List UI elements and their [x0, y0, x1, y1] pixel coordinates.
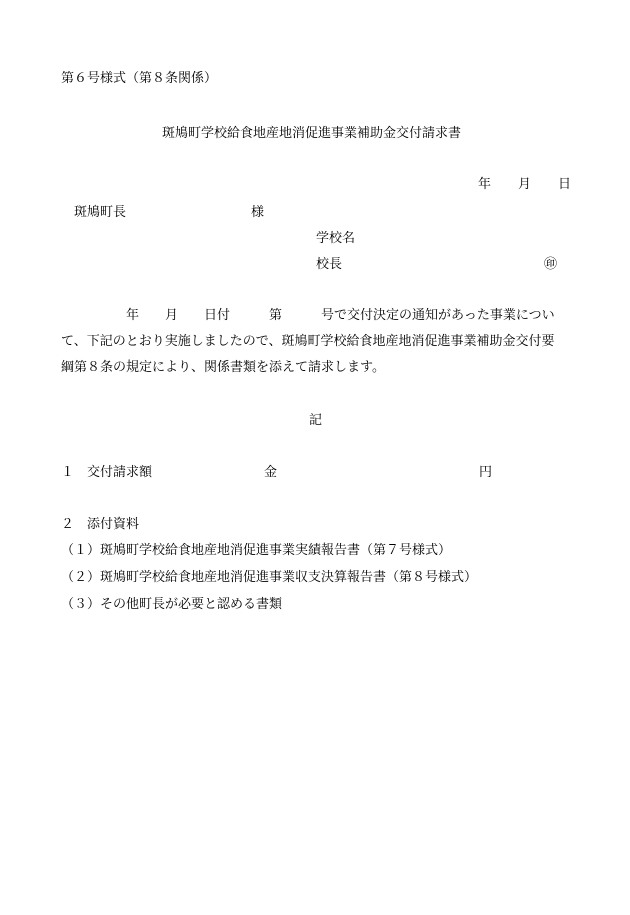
item-1-kin: 金	[264, 465, 278, 480]
item-1-yen: 円	[479, 465, 493, 480]
item-2-label: ２ 添付資料	[61, 517, 140, 532]
addressee-honorific: 様	[251, 205, 265, 220]
attachment-item: （２）斑鳩町学校給食地産地消促進事業収支決算報告書（第８号様式）	[61, 570, 478, 585]
body-line-1: 年 月 日付 第 号で交付決定の通知があった事業につい	[61, 308, 555, 323]
addressee-name: 斑鳩町長	[74, 205, 127, 220]
principal-label: 校長	[316, 257, 343, 272]
attachment-item: （１）斑鳩町学校給食地産地消促進事業実績報告書（第７号様式）	[61, 543, 452, 558]
body-paragraph	[61, 303, 576, 381]
date-year: 年	[478, 177, 492, 192]
document-title: 斑鳩町学校給食地産地消促進事業補助金交付請求書	[162, 126, 462, 141]
date-month: 月	[518, 177, 532, 192]
school-name-label: 学校名	[316, 231, 356, 246]
ki-heading: 記	[309, 413, 323, 428]
body-line-3: 綱第８条の規定により、関係書類を添えて請求します。	[61, 360, 385, 375]
seal-mark: ㊞	[544, 257, 558, 272]
form-number: 第６号様式（第８条関係）	[61, 71, 218, 86]
item-1-label: １ 交付請求額	[61, 465, 153, 480]
date-day: 日	[558, 177, 572, 192]
body-line-2: て、下記のとおり実施しましたので、斑鳩町学校給食地産地消促進事業補助金交付要	[61, 334, 555, 349]
attachment-item: （３）その他町長が必要と認める書類	[61, 597, 283, 612]
